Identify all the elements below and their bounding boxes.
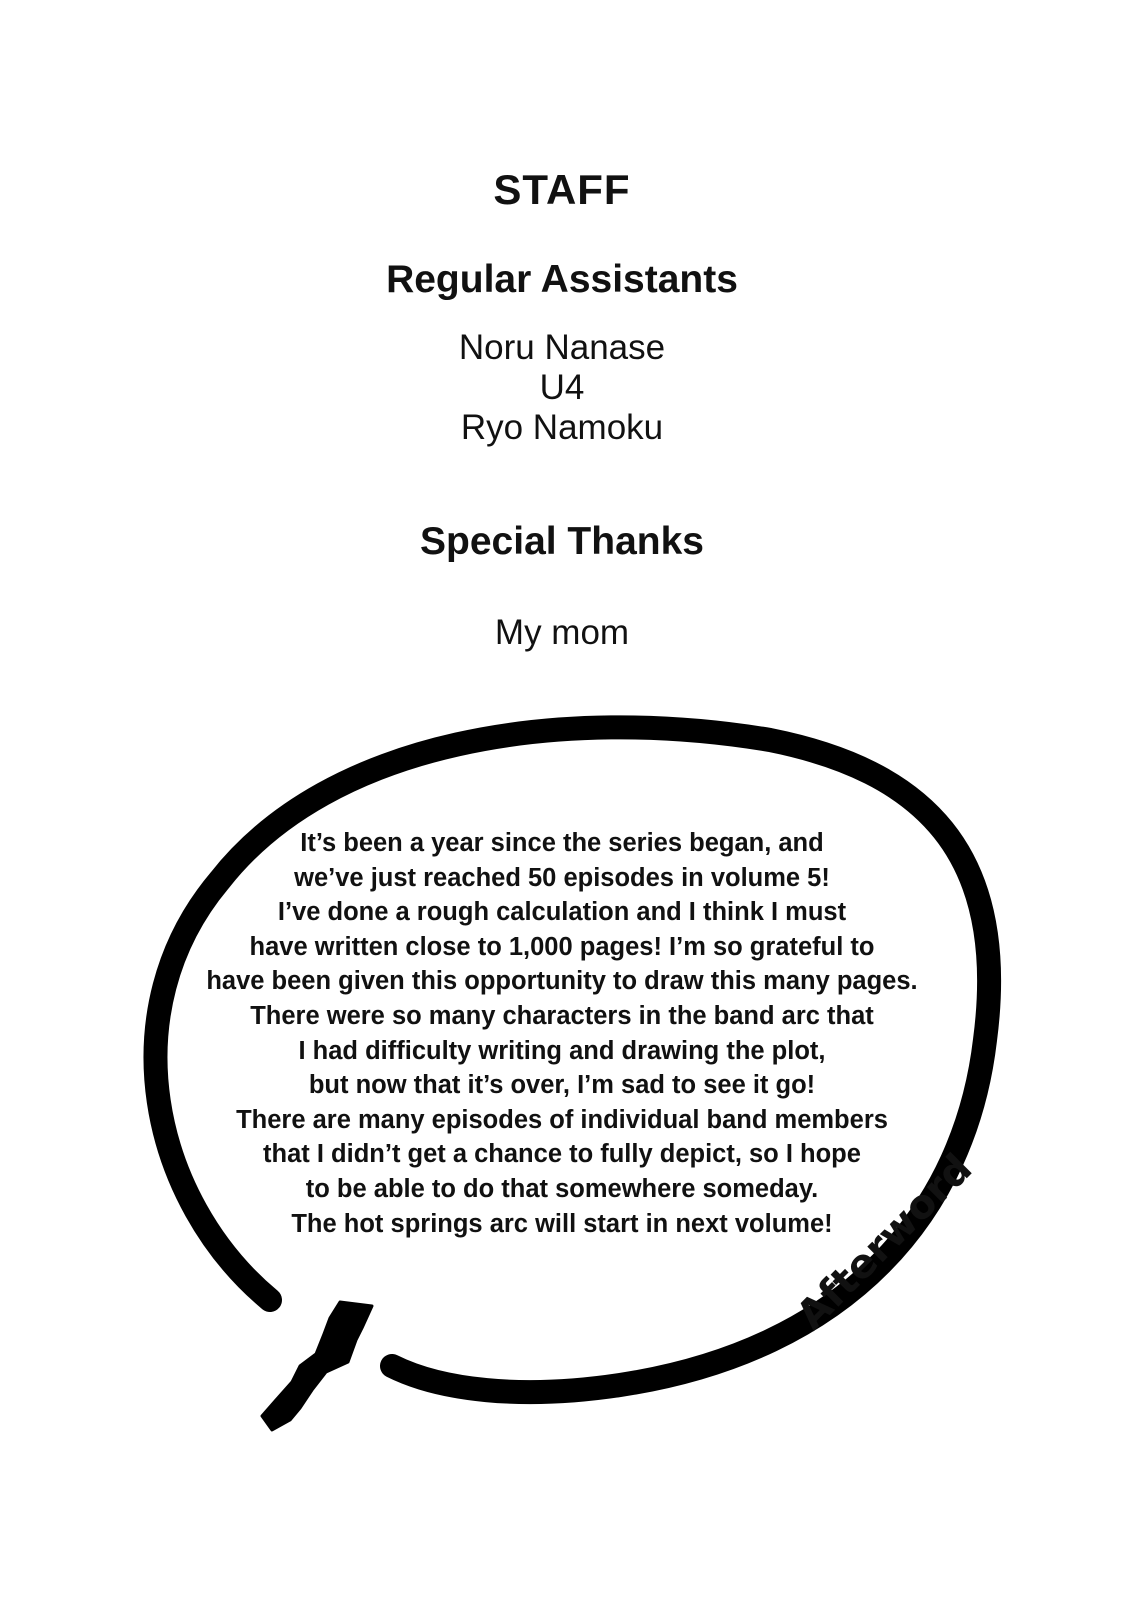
assistant-name: U4 bbox=[539, 368, 585, 407]
afterword-line: we’ve just reached 50 episodes in volume 5! bbox=[294, 863, 830, 892]
afterword-line: to be able to do that somewhere someday. bbox=[305, 1174, 819, 1203]
afterword-line: have been given this opportunity to draw this many pages. bbox=[206, 967, 918, 996]
afterword-line: The hot springs arc will start in next volume! bbox=[291, 1209, 833, 1238]
afterword-line: I’ve done a rough calculation and I think I must bbox=[277, 898, 847, 927]
afterword-line: There were so many characters in the band arc that bbox=[250, 1001, 874, 1030]
afterword-line: but now that it’s over, I’m sad to see it go! bbox=[308, 1071, 816, 1100]
assistant-name: Ryo Namoku bbox=[460, 408, 664, 447]
staff-title: STAFF bbox=[493, 166, 631, 213]
afterword-line: I had difficulty writing and drawing the plot, bbox=[298, 1036, 826, 1065]
afterword-line: that I didn’t get a chance to fully depict, so I hope bbox=[263, 1140, 861, 1169]
speech-bubble-tail bbox=[262, 1302, 372, 1430]
afterword-line: It’s been a year since the series began, and bbox=[300, 829, 824, 857]
special-thanks-heading: Special Thanks bbox=[420, 520, 704, 563]
assistant-name: Noru Nanase bbox=[458, 328, 666, 367]
afterword-label: Afterword bbox=[788, 1145, 982, 1339]
afterword-text bbox=[170, 826, 954, 1241]
thanks-name: My mom bbox=[494, 613, 630, 652]
afterword-line: There are many episodes of individual band members bbox=[236, 1105, 888, 1134]
afterword-line: have written close to 1,000 pages! I’m so grateful to bbox=[249, 932, 875, 961]
regular-assistants-heading: Regular Assistants bbox=[386, 258, 738, 301]
